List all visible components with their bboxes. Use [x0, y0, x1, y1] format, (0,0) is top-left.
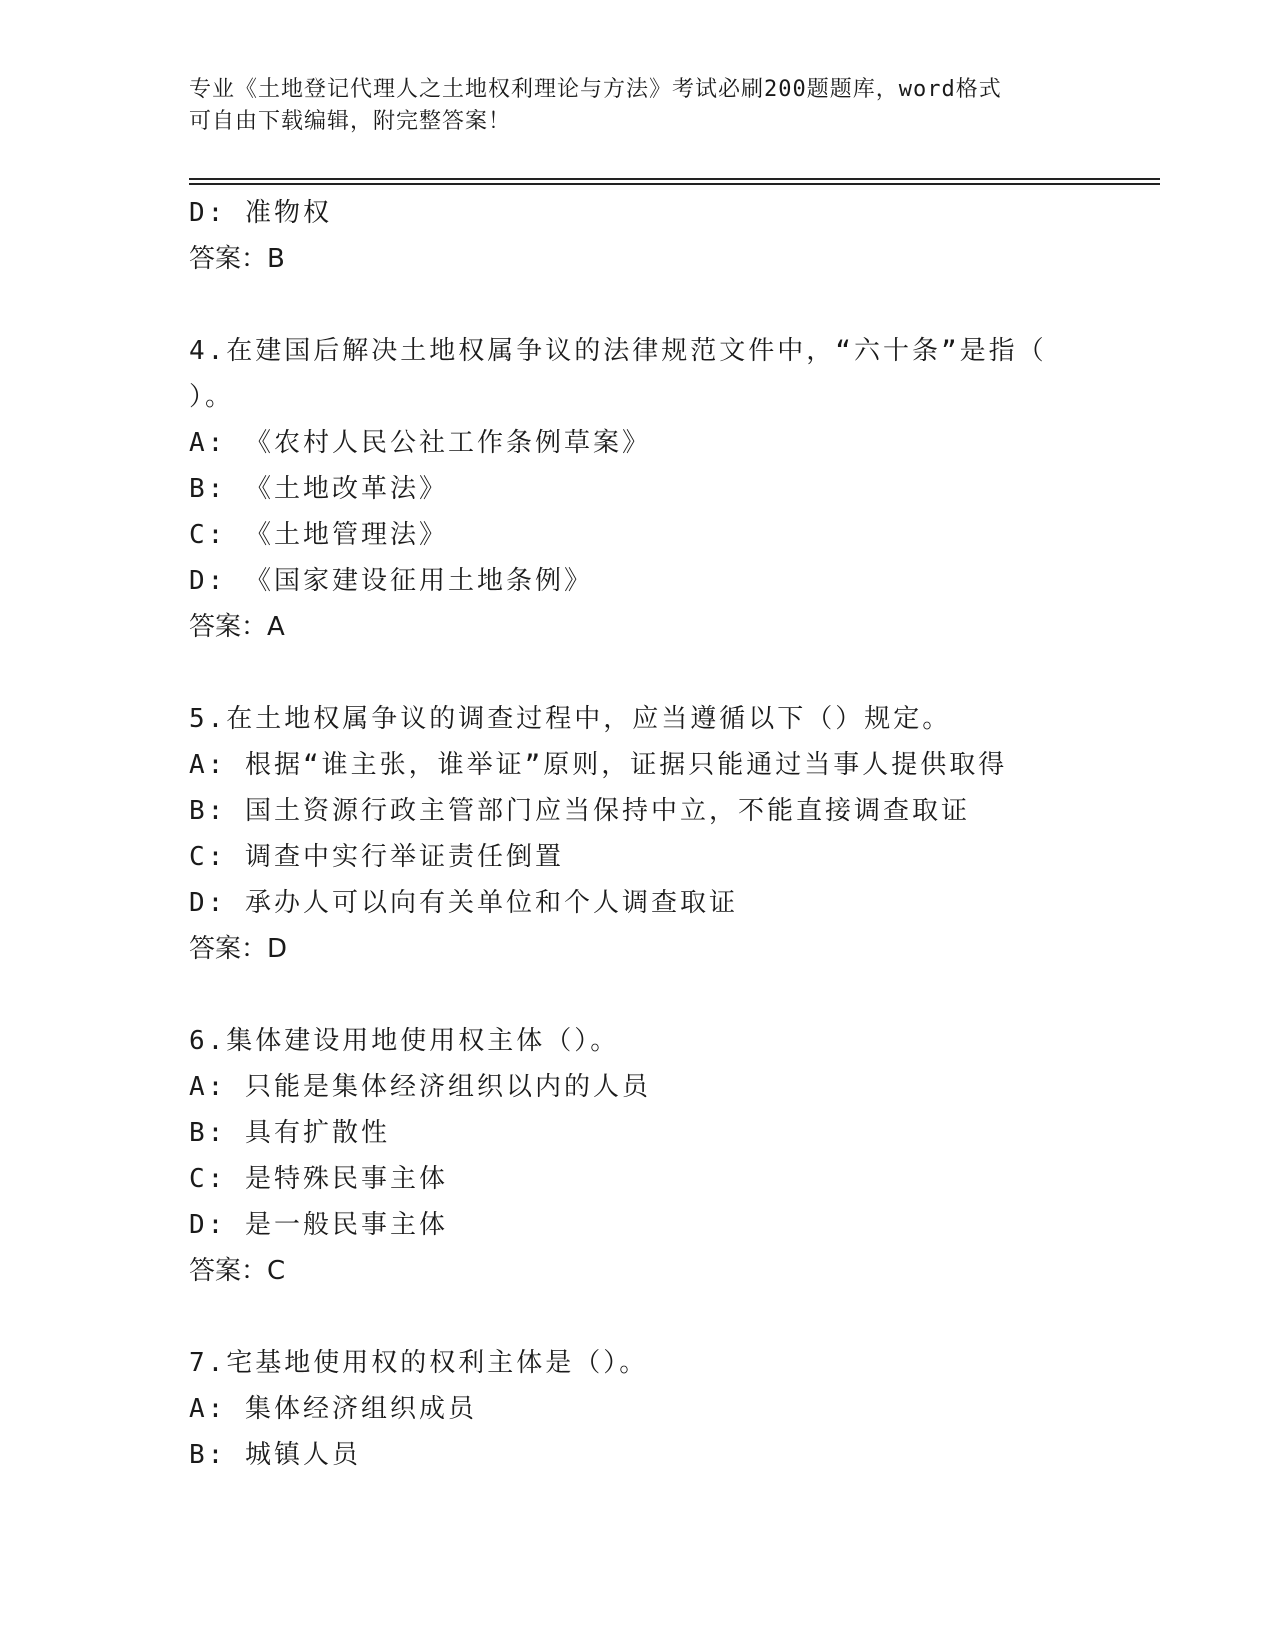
header-divider-bottom	[189, 183, 1160, 185]
option-d: D: 是一般民事主体	[189, 1210, 448, 1240]
question-stem: 5.在土地权属争议的调查过程中，应当遵循以下（）规定。	[189, 704, 952, 734]
option-a: A: 集体经济组织成员	[189, 1394, 477, 1424]
spacer	[189, 282, 1089, 328]
header-divider-top	[189, 178, 1160, 180]
spacer	[189, 650, 1089, 696]
question-stem: 4.在建国后解决土地权属争议的法律规范文件中，“六十条”是指（	[189, 336, 1047, 366]
option-a: A: 根据“谁主张，谁举证”原则，证据只能通过当事人提供取得	[189, 750, 1008, 780]
option-a: A: 《农村人民公社工作条例草案》	[189, 428, 651, 458]
spacer	[189, 1294, 1089, 1340]
spacer	[189, 972, 1089, 1018]
option-c: C: 是特殊民事主体	[189, 1164, 448, 1194]
header-line-2: 可自由下载编辑，附完整答案！	[189, 109, 512, 134]
document-header	[189, 74, 1089, 138]
option-b: B: 国土资源行政主管部门应当保持中立，不能直接调查取证	[189, 796, 970, 826]
option-b: B: 《土地改革法》	[189, 474, 448, 504]
option-b: B: 城镇人员	[189, 1440, 361, 1470]
header-line-1: 专业《土地登记代理人之土地权利理论与方法》考试必刷200题题库，word格式	[189, 77, 1002, 102]
option-a: A: 只能是集体经济组织以内的人员	[189, 1072, 651, 1102]
option-b: B: 具有扩散性	[189, 1118, 390, 1148]
answer-line: 答案：C	[189, 1256, 286, 1286]
option-d: D: 准物权	[189, 198, 332, 228]
answer-line: 答案：A	[189, 612, 285, 642]
option-c: C: 调查中实行举证责任倒置	[189, 842, 564, 872]
answer-line: 答案：D	[189, 934, 288, 964]
option-d: D: 承办人可以向有关单位和个人调查取证	[189, 888, 738, 918]
question-stem: 6.集体建设用地使用权主体（）。	[189, 1026, 620, 1056]
question-stem-continued: ）。	[189, 382, 235, 412]
question-stem: 7.宅基地使用权的权利主体是（）。	[189, 1348, 649, 1378]
answer-line: 答案：B	[189, 244, 285, 274]
option-c: C: 《土地管理法》	[189, 520, 448, 550]
question-list	[189, 190, 1089, 1478]
option-d: D: 《国家建设征用土地条例》	[189, 566, 593, 596]
